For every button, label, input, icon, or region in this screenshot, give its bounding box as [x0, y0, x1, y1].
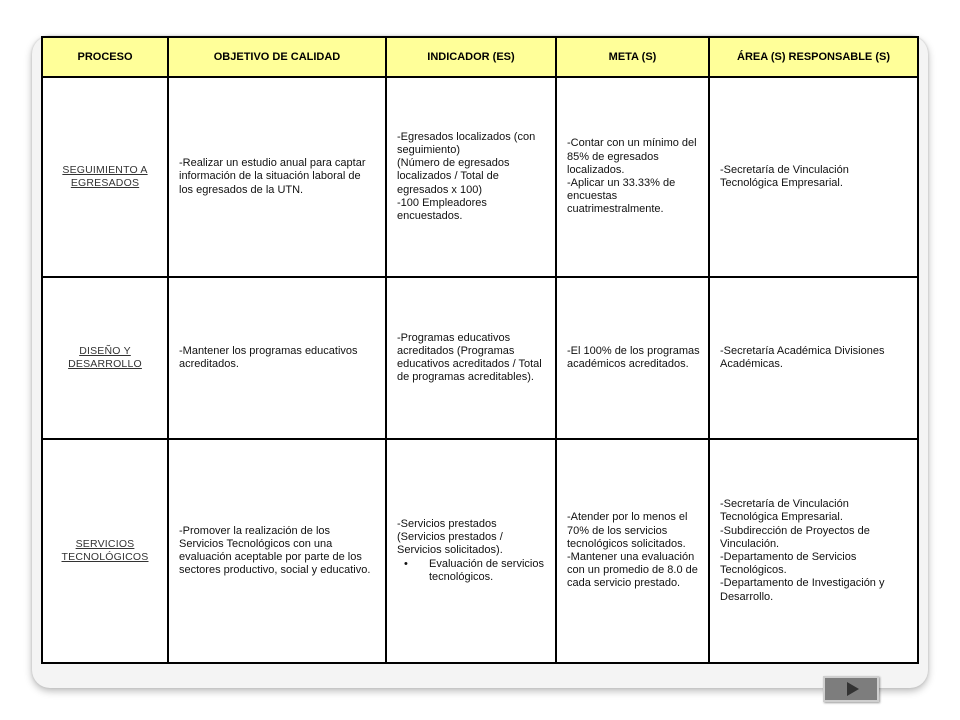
area-line: -Departamento de Investigación y Desarrollo.	[720, 577, 885, 603]
area-line: -Secretaría de Vinculación Tecnológica Empresarial.	[720, 163, 849, 189]
indicador-line: -Servicios prestados	[397, 518, 497, 531]
header-indicador: INDICADOR (ES)	[386, 37, 556, 77]
meta-line: -Atender por lo menos el 70% de los servicios tecnológicos solicitados.	[567, 511, 688, 550]
objetivo-cell: -Realizar un estudio anual para captar información de la situación laboral de los egresados de la UTN.	[168, 77, 386, 277]
area-cell	[709, 77, 918, 277]
meta-line: -Aplicar un 33.33% de encuestas cuatrimestralmente.	[567, 177, 676, 216]
indicador-cell	[386, 277, 556, 439]
meta-cell	[556, 277, 709, 439]
objetivo-cell: -Promover la realización de los Servicios Tecnológicos con una evaluación aceptable por parte de los sectores productivo, social y educativo.	[168, 439, 386, 663]
table-row	[42, 439, 918, 663]
header-proceso: PROCESO	[42, 37, 168, 77]
proceso-link-diseno[interactable]: DISEÑO Y DESARROLLO	[68, 344, 142, 370]
meta-line: -Mantener una evaluación con un promedio de 8.0 de cada servicio prestado.	[567, 551, 698, 590]
objetivo-cell: -Mantener los programas educativos acreditados.	[168, 277, 386, 439]
indicador-cell	[386, 439, 556, 663]
table-row	[42, 277, 918, 439]
indicador-line: (Número de egresados localizados / Total de egresados x 100)	[397, 157, 510, 196]
area-cell	[709, 277, 918, 439]
proceso-link-seguimiento[interactable]: SEGUIMIENTO A EGRESADOS	[62, 163, 148, 189]
proceso-link-servicios[interactable]: SERVICIOS TECNOLÓGICOS	[61, 537, 149, 563]
header-meta: META (S)	[556, 37, 709, 77]
next-arrow-icon	[847, 682, 859, 696]
indicador-bullet-list	[397, 558, 547, 584]
proceso-cell	[42, 439, 168, 663]
meta-cell	[556, 439, 709, 663]
area-line: -Departamento de Servicios Tecnológicos.	[720, 551, 857, 577]
indicador-line: -Programas educativos acreditados (Programas educativos acreditados / Total de programas acreditables).	[397, 331, 542, 384]
area-cell	[709, 439, 918, 663]
indicador-cell	[386, 77, 556, 277]
indicador-line: (Servicios prestados / Servicios solicitados).	[397, 531, 503, 557]
indicador-bullet: • Evaluación de servicios tecnológicos.	[429, 558, 547, 584]
meta-cell	[556, 77, 709, 277]
indicador-line: -100 Empleadores encuestados.	[397, 196, 487, 222]
meta-line: -Contar con un mínimo del 85% de egresados localizados.	[567, 137, 697, 176]
table-row	[42, 77, 918, 277]
header-area: ÁREA (S) RESPONSABLE (S)	[709, 37, 918, 77]
area-line: -Subdirección de Proyectos de Vinculación.	[720, 524, 870, 550]
area-line: -Secretaría de Vinculación Tecnológica Empresarial.	[720, 498, 849, 524]
header-objetivo: OBJETIVO DE CALIDAD	[168, 37, 386, 77]
quality-objectives-table	[41, 36, 919, 664]
proceso-cell	[42, 277, 168, 439]
header-row	[42, 37, 918, 77]
indicador-line: -Egresados localizados (con seguimiento)	[397, 130, 536, 157]
proceso-cell	[42, 77, 168, 277]
next-slide-button[interactable]	[823, 676, 879, 702]
meta-line: -El 100% de los programas académicos acreditados.	[567, 344, 700, 370]
area-line: -Secretaría Académica Divisiones Académicas.	[720, 344, 885, 370]
